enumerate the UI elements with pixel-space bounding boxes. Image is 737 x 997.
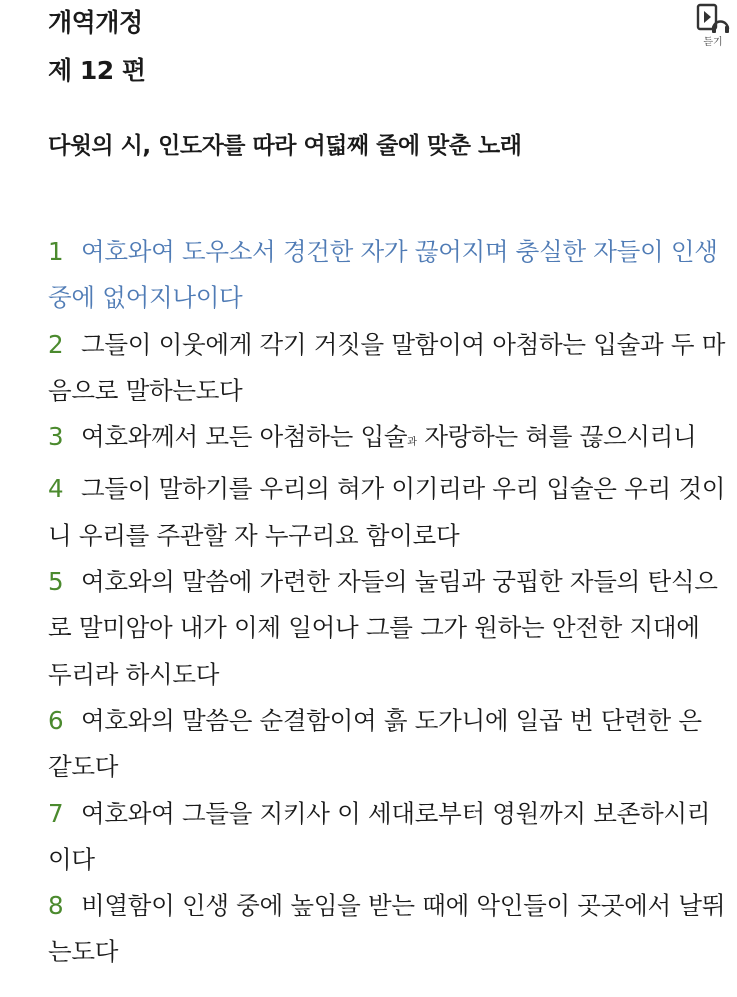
verse-number: 8 bbox=[48, 891, 64, 921]
verse[interactable] bbox=[48, 229, 728, 322]
verse-text: 그들이 이웃에게 각기 거짓을 말함이여 아첨하는 입술과 두 마음으로 말하는도다 bbox=[48, 329, 726, 405]
verse-footnote-marker[interactable]: 과 bbox=[407, 437, 417, 449]
verse-text: 여호와께서 모든 아첨하는 입술 bbox=[81, 422, 408, 452]
listen-button[interactable] bbox=[694, 3, 732, 53]
verse-text: 여호와여 그들을 지키사 이 세대로부터 영원까지 보존하시리이다 bbox=[48, 798, 711, 874]
verse[interactable] bbox=[48, 322, 728, 415]
audio-headphones-icon bbox=[696, 3, 730, 35]
chapter-title: 제 12 편 bbox=[48, 56, 146, 85]
verse[interactable] bbox=[48, 883, 728, 976]
verse-text: 여호와여 도우소서 경건한 자가 끊어지며 충실한 자들이 인생 중에 없어지나이다 bbox=[48, 237, 718, 313]
verse[interactable] bbox=[48, 698, 728, 791]
listen-label: 듣기 bbox=[703, 37, 723, 48]
verse-number: 5 bbox=[48, 567, 64, 597]
verse-text-continued: 자랑하는 혀를 끊으시리니 bbox=[416, 422, 697, 452]
verse-number: 2 bbox=[48, 329, 64, 359]
verse-number: 1 bbox=[48, 237, 64, 266]
verse-text: 비열함이 인생 중에 높임을 받는 때에 악인들이 곳곳에서 날뛰는도다 bbox=[48, 891, 726, 967]
verse-number: 4 bbox=[48, 474, 64, 504]
verse-list bbox=[48, 229, 728, 976]
verse-number: 7 bbox=[48, 798, 64, 828]
verse-number: 6 bbox=[48, 705, 64, 735]
verse[interactable] bbox=[48, 791, 728, 884]
verse-text: 여호와의 말씀에 가련한 자들의 눌림과 궁핍한 자들의 탄식으로 말미암아 내가 이제 일어나 그를 그가 원하는 안전한 지대에 두리라 하시도다 bbox=[48, 567, 718, 689]
verse[interactable] bbox=[48, 414, 728, 466]
verse-text: 그들이 말하기를 우리의 혀가 이기리라 우리 입술은 우리 것이니 우리를 주관할 자 누구리요 함이로다 bbox=[48, 474, 726, 550]
verse[interactable] bbox=[48, 559, 728, 698]
verse[interactable] bbox=[48, 466, 728, 559]
psalm-superscription: 다윗의 시, 인도자를 따라 여덟째 줄에 맞춘 노래 bbox=[48, 133, 522, 159]
verse-text: 여호와의 말씀은 순결함이여 흙 도가니에 일곱 번 단련한 은 같도다 bbox=[48, 705, 702, 782]
version-title: 개역개정 bbox=[48, 8, 143, 37]
verse-number: 3 bbox=[48, 422, 64, 452]
